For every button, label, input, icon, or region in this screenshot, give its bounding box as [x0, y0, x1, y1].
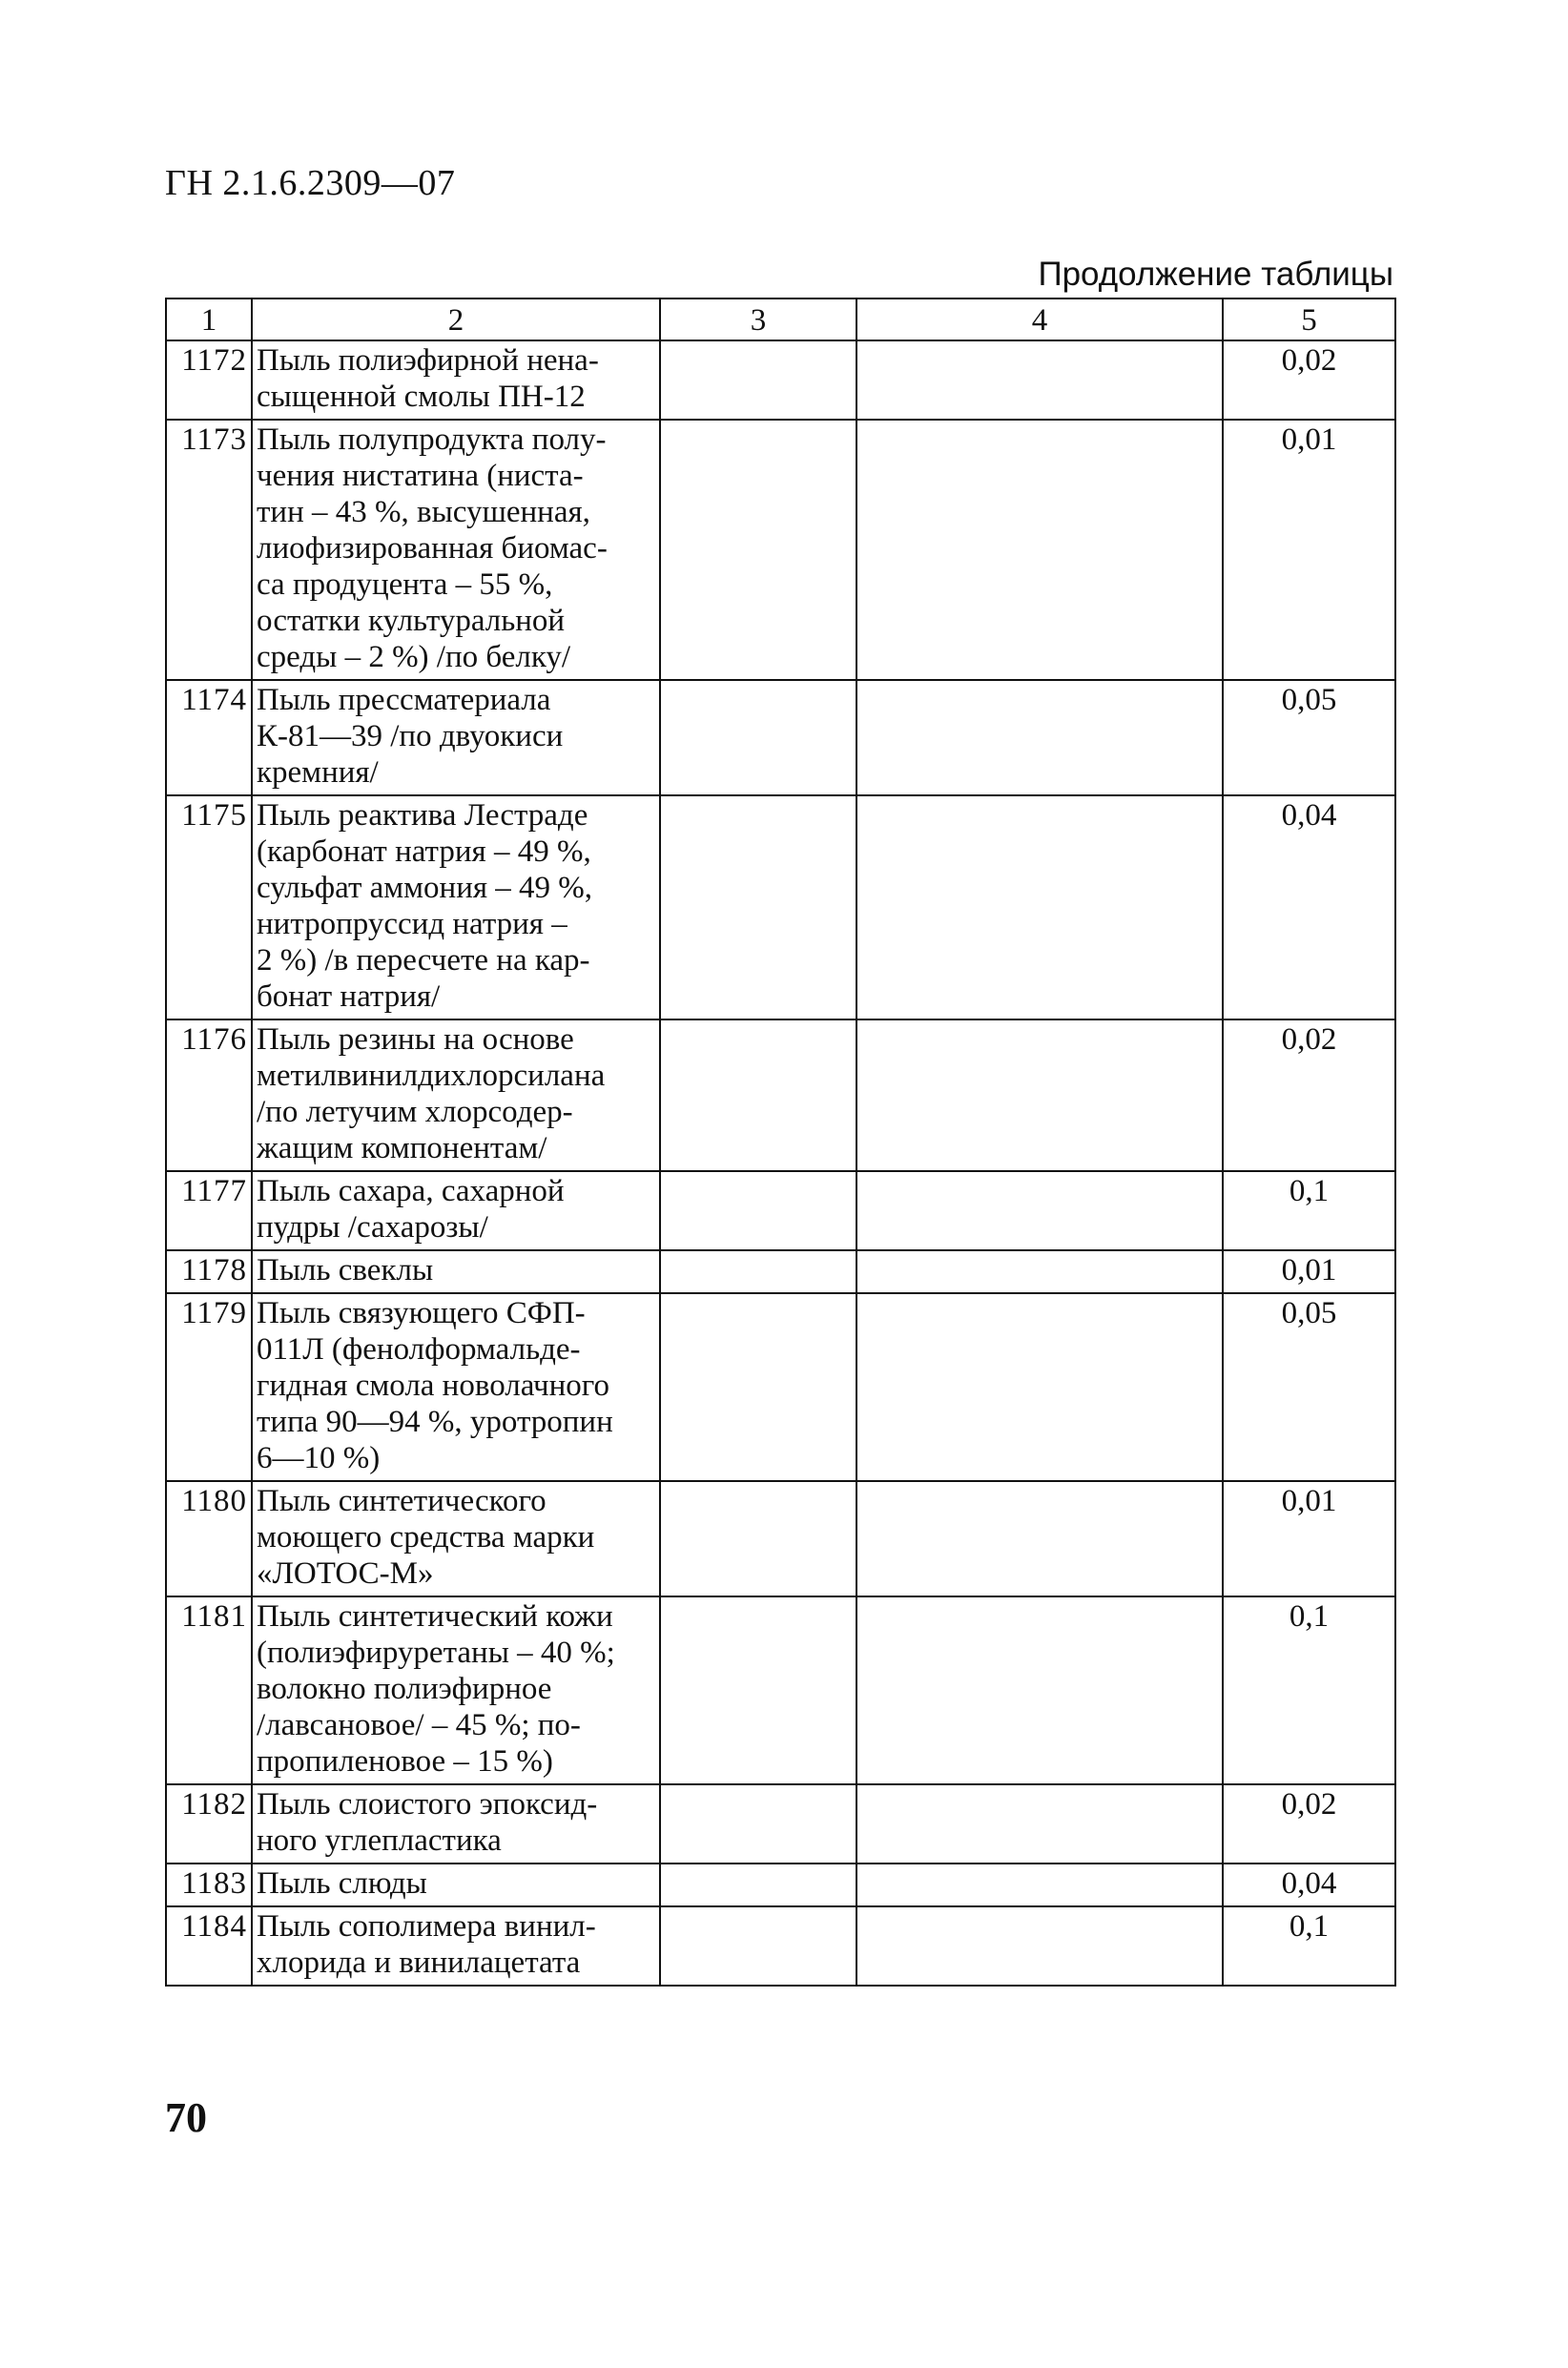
cell-col3	[660, 1250, 856, 1293]
cell-col3	[660, 795, 856, 1019]
cell-col3	[660, 1596, 856, 1784]
row-number: 1182	[166, 1784, 252, 1864]
table-row	[166, 340, 1395, 420]
cell-col3	[660, 420, 856, 680]
column-header-2: 2	[252, 299, 660, 340]
limit-value: 0,05	[1223, 1293, 1395, 1481]
limit-value: 0,02	[1223, 340, 1395, 420]
cell-col3	[660, 1864, 856, 1906]
cell-col3	[660, 1171, 856, 1250]
cell-col3	[660, 1784, 856, 1864]
substance-name: Пыль слоистого эпоксид- ного углепластика	[252, 1784, 660, 1864]
table-row	[166, 420, 1395, 680]
cell-col4	[856, 1784, 1223, 1864]
limit-value: 0,01	[1223, 1250, 1395, 1293]
substance-name: Пыль свеклы	[252, 1250, 660, 1293]
cell-col4	[856, 1481, 1223, 1596]
limit-value: 0,1	[1223, 1171, 1395, 1250]
substance-name: Пыль сополимера винил- хлорида и винилацетата	[252, 1906, 660, 1986]
row-number: 1183	[166, 1864, 252, 1906]
cell-col4	[856, 420, 1223, 680]
cell-col4	[856, 1906, 1223, 1986]
table-row	[166, 1481, 1395, 1596]
page-number: 70	[165, 2094, 207, 2141]
limit-value: 0,01	[1223, 420, 1395, 680]
substance-name: Пыль реактива Лестраде (карбонат натрия – 49 %, сульфат аммония – 49 %, нитропруссид натрия – 2 %) /в пересчете на кар- бонат натрия/	[252, 795, 660, 1019]
cell-col3	[660, 680, 856, 795]
cell-col3	[660, 340, 856, 420]
cell-col4	[856, 1250, 1223, 1293]
table-row	[166, 1596, 1395, 1784]
table-row	[166, 680, 1395, 795]
substances-table	[165, 298, 1396, 1987]
limit-value: 0,02	[1223, 1784, 1395, 1864]
limit-value: 0,1	[1223, 1596, 1395, 1784]
cell-col4	[856, 1019, 1223, 1171]
substance-name: Пыль прессматериала К-81—39 /по двуокиси кремния/	[252, 680, 660, 795]
table-continuation-label: Продолжение таблицы	[1038, 256, 1393, 293]
cell-col4	[856, 680, 1223, 795]
substance-name: Пыль слюды	[252, 1864, 660, 1906]
table-row	[166, 1784, 1395, 1864]
cell-col3	[660, 1019, 856, 1171]
substance-name: Пыль полупродукта полу- чения нистатина (ниста- тин – 43 %, высушенная, лиофизированная биомас- са продуцента – 55 %, остатки культуральной среды – 2 %) /по белку/	[252, 420, 660, 680]
cell-col4	[856, 1596, 1223, 1784]
table-header-row	[166, 299, 1395, 340]
column-header-5: 5	[1223, 299, 1395, 340]
substance-name: Пыль связующего СФП- 011Л (фенолформальде- гидная смола новолачного типа 90—94 %, уротропин 6—10 %)	[252, 1293, 660, 1481]
table-row	[166, 1250, 1395, 1293]
substance-name: Пыль сахара, сахарной пудры /сахарозы/	[252, 1171, 660, 1250]
row-number: 1180	[166, 1481, 252, 1596]
substance-name: Пыль синтетического моющего средства марки «ЛОТОС-М»	[252, 1481, 660, 1596]
column-header-4: 4	[856, 299, 1223, 340]
column-header-1: 1	[166, 299, 252, 340]
cell-col3	[660, 1906, 856, 1986]
row-number: 1179	[166, 1293, 252, 1481]
table-row	[166, 1906, 1395, 1986]
cell-col4	[856, 1864, 1223, 1906]
cell-col3	[660, 1293, 856, 1481]
cell-col4	[856, 1171, 1223, 1250]
row-number: 1177	[166, 1171, 252, 1250]
cell-col3	[660, 1481, 856, 1596]
row-number: 1176	[166, 1019, 252, 1171]
table-row	[166, 1171, 1395, 1250]
substance-name: Пыль полиэфирной нена- сыщенной смолы ПН-12	[252, 340, 660, 420]
cell-col4	[856, 340, 1223, 420]
cell-col4	[856, 1293, 1223, 1481]
table-row	[166, 1019, 1395, 1171]
cell-col4	[856, 795, 1223, 1019]
row-number: 1174	[166, 680, 252, 795]
row-number: 1173	[166, 420, 252, 680]
document-id: ГН 2.1.6.2309—07	[165, 163, 456, 203]
table-row	[166, 1293, 1395, 1481]
limit-value: 0,1	[1223, 1906, 1395, 1986]
row-number: 1178	[166, 1250, 252, 1293]
limit-value: 0,04	[1223, 795, 1395, 1019]
substance-name: Пыль резины на основе метилвинилдихлорсилана /по летучим хлорсодер- жащим компонентам/	[252, 1019, 660, 1171]
row-number: 1184	[166, 1906, 252, 1986]
substance-name: Пыль синтетический кожи (полиэфируретаны – 40 %; волокно полиэфирное /лавсановое/ – 45 %; по- пропиленовое – 15 %)	[252, 1596, 660, 1784]
limit-value: 0,05	[1223, 680, 1395, 795]
limit-value: 0,01	[1223, 1481, 1395, 1596]
table-row	[166, 795, 1395, 1019]
row-number: 1175	[166, 795, 252, 1019]
table-row	[166, 1864, 1395, 1906]
row-number: 1181	[166, 1596, 252, 1784]
limit-value: 0,04	[1223, 1864, 1395, 1906]
column-header-3: 3	[660, 299, 856, 340]
limit-value: 0,02	[1223, 1019, 1395, 1171]
row-number: 1172	[166, 340, 252, 420]
